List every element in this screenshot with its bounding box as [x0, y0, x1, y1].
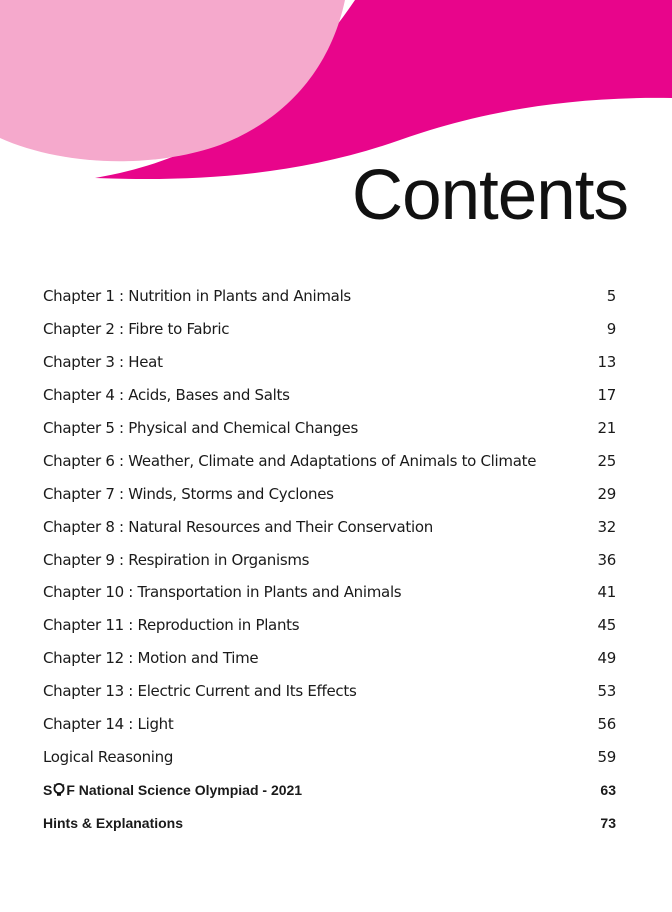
toc-page-number: 5 [606, 287, 616, 306]
toc-row-chapter-7[interactable] [43, 477, 616, 510]
toc-label: Chapter 6 : Weather, Climate and Adaptations of Animals to Climate [43, 451, 537, 470]
toc-label: Chapter 3 : Heat [43, 353, 163, 372]
toc-page-number: 56 [597, 715, 616, 734]
toc-page-number: 29 [597, 484, 616, 503]
toc-label: Chapter 9 : Respiration in Organisms [43, 550, 310, 569]
toc-row-olympiad[interactable] [43, 773, 616, 806]
toc-label: Chapter 12 : Motion and Time [43, 649, 259, 668]
toc-label: Chapter 4 : Acids, Bases and Salts [43, 386, 290, 405]
toc-page-number: 21 [597, 419, 616, 437]
toc-page-number: 53 [597, 682, 616, 701]
toc-row-hints[interactable] [43, 806, 616, 839]
toc-label: Chapter 7 : Winds, Storms and Cyclones [43, 484, 334, 503]
toc-label-olympiad [43, 782, 302, 798]
toc-page-number: 36 [597, 550, 616, 569]
toc-label: Chapter 8 : Natural Resources and Their Conservation [43, 517, 433, 536]
toc-page-number: 32 [597, 517, 616, 536]
toc-page-number: 25 [597, 451, 616, 470]
toc-row-chapter-6[interactable] [43, 444, 616, 477]
page-title: Contents [351, 156, 628, 235]
toc-label: Chapter 2 : Fibre to Fabric [43, 320, 230, 339]
toc-label: Hints & Explanations [43, 814, 184, 831]
toc-page-number: 17 [597, 386, 616, 405]
toc-row-chapter-11[interactable] [43, 609, 616, 642]
toc-row-chapter-1[interactable] [43, 280, 616, 313]
toc-label: Chapter 13 : Electric Current and Its Effects [43, 682, 357, 701]
toc-page-number: 41 [597, 583, 616, 602]
toc-label: Chapter 11 : Reproduction in Plants [43, 616, 300, 635]
table-of-contents [43, 280, 616, 839]
toc-page-number: 59 [597, 747, 616, 766]
toc-label: Chapter 5 : Physical and Chemical Changes [43, 419, 358, 437]
toc-label: Chapter 14 : Light [43, 715, 174, 734]
sof-prefix: S [43, 781, 53, 798]
toc-row-chapter-9[interactable] [43, 543, 616, 576]
toc-page-number: 9 [606, 320, 616, 339]
toc-page-number: 63 [600, 781, 616, 798]
toc-page-number: 13 [597, 353, 616, 372]
toc-label: Chapter 1 : Nutrition in Plants and Animals [43, 287, 351, 306]
toc-row-chapter-5[interactable] [43, 412, 616, 445]
toc-row-chapter-4[interactable] [43, 379, 616, 412]
toc-label: Chapter 10 : Transportation in Plants and Animals [43, 583, 402, 602]
olympiad-title: F National Science Olympiad - 2021 [66, 781, 303, 798]
toc-row-chapter-10[interactable] [43, 576, 616, 609]
toc-row-logical-reasoning[interactable] [43, 740, 616, 773]
toc-page-number: 73 [600, 814, 616, 831]
toc-row-chapter-8[interactable] [43, 510, 616, 543]
toc-page-number: 49 [597, 649, 616, 668]
toc-row-chapter-2[interactable] [43, 313, 616, 346]
toc-row-chapter-3[interactable] [43, 346, 616, 379]
toc-page-number: 45 [597, 616, 616, 635]
toc-row-chapter-14[interactable] [43, 708, 616, 741]
bulb-o-icon [53, 783, 65, 797]
toc-row-chapter-12[interactable] [43, 642, 616, 675]
toc-label: Logical Reasoning [43, 747, 174, 766]
toc-row-chapter-13[interactable] [43, 675, 616, 708]
